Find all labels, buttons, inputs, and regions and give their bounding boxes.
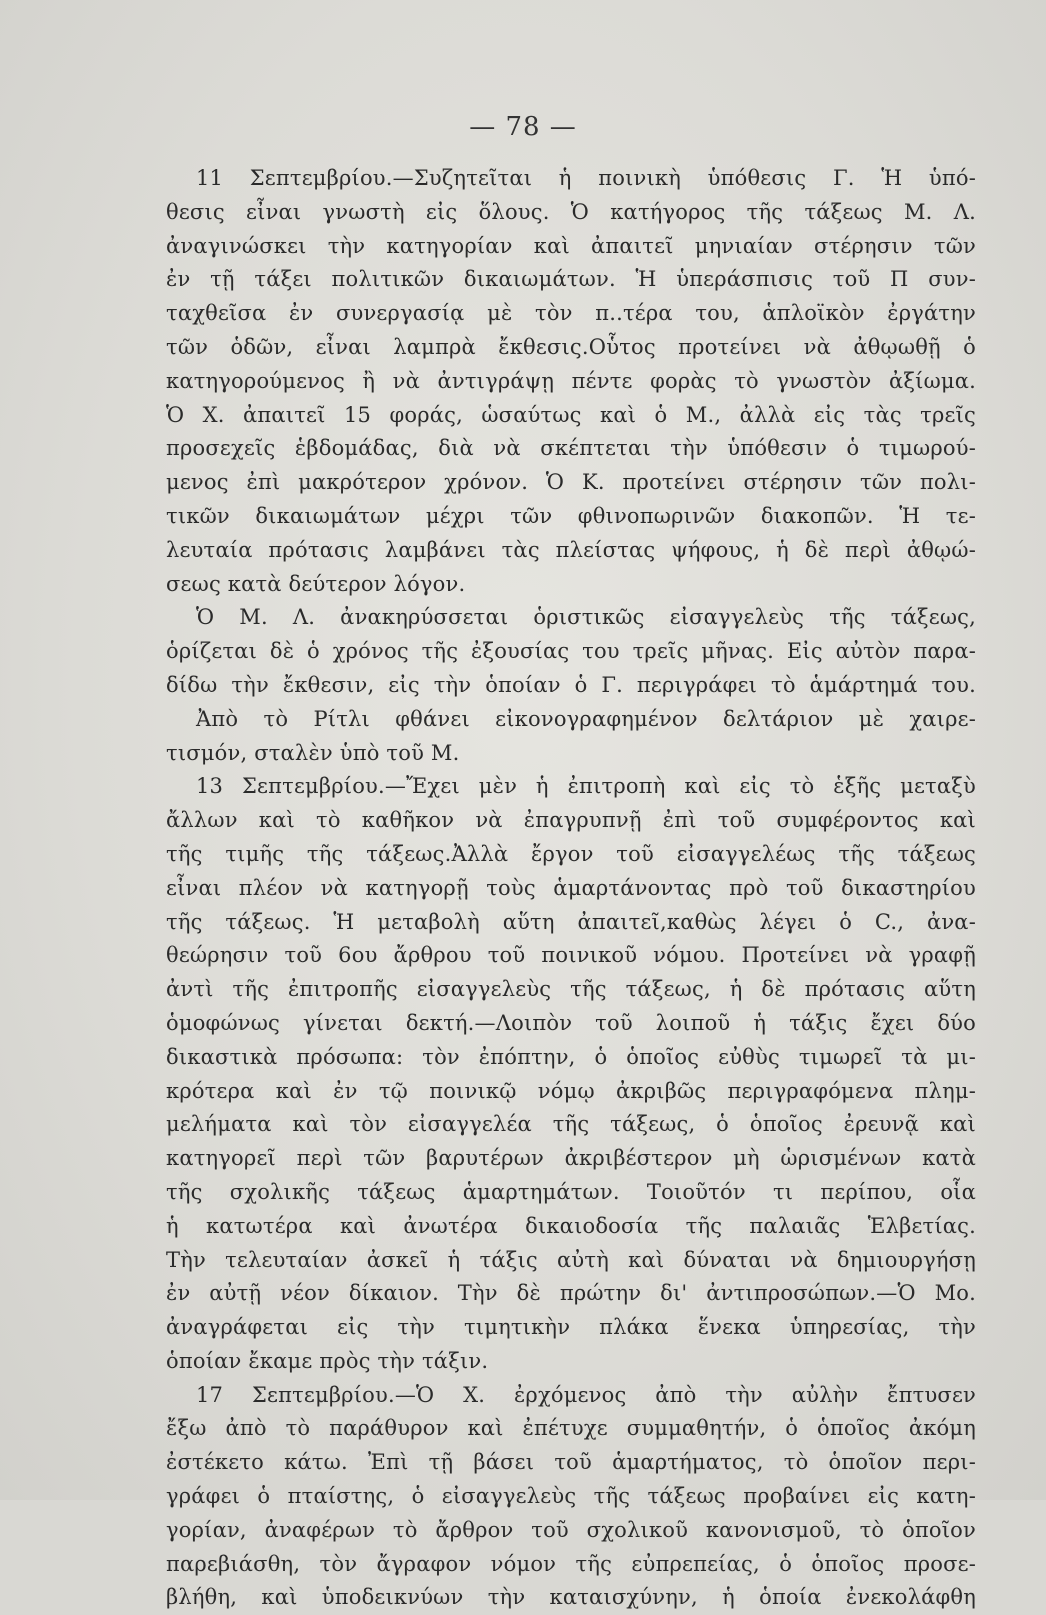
text-line: ὁρίζεται δὲ ὁ χρόνος τῆς ἐξουσίας του τρεῖς μῆνας. Εἰς αὐτὸν παρα-: [166, 639, 976, 664]
text-line: σεως κατὰ δεύτερον λόγον.: [166, 571, 466, 596]
text-line: θεώρησιν τοῦ 6ου ἄρθρου τοῦ ποινικοῦ νόμου. Προτείνει νὰ γραφῇ: [166, 943, 976, 968]
text-line: μενος ἐπὶ μακρότερον χρόνον. Ὁ Κ. προτείνει στέρησιν τῶν πολι-: [166, 470, 976, 495]
body-text: [166, 162, 976, 1615]
text-line: δικαστικὰ πρόσωπα: τὸν ἐπόπτην, ὁ ὁποῖος εὐθὺς τιμωρεῖ τὰ μι-: [166, 1044, 976, 1069]
text-line: ἄλλων καὶ τὸ καθῆκον νὰ ἐπαγρυπνῇ ἐπὶ τοῦ συμφέροντος καὶ: [166, 808, 976, 833]
text-line: τῶν ὁδῶν, εἶναι λαμπρὰ ἔκθεσις.Οὗτος προτείνει νὰ ἀθῳωθῇ ὁ: [166, 334, 976, 359]
text-line: Ἀπὸ τὸ Ρίτλι φθάνει εἰκονογραφημένον δελτάριον μὲ χαιρε-: [196, 706, 976, 731]
text-line: τῆς τιμῆς τῆς τάξεως.Ἀλλὰ ἔργον τοῦ εἰσαγγελέως τῆς τάξεως: [166, 841, 976, 866]
text-line: παρεβιάσθη, τὸν ἄγραφον νόμον τῆς εὐπρεπείας, ὁ ὁποῖος προσε-: [166, 1551, 976, 1576]
text-line: Ὁ Μ. Λ. ἀνακηρύσσεται ὁριστικῶς εἰσαγγελεὺς τῆς τάξεως,: [196, 605, 976, 630]
text-line: δίδω τὴν ἔκθεσιν, εἰς τὴν ὁποίαν ὁ Γ. περιγράφει τὸ ἁμάρτημά του.: [166, 672, 976, 697]
text-line: ἐν τῇ τάξει πολιτικῶν δικαιωμάτων. Ἡ ὑπεράσπισις τοῦ Π συν-: [166, 267, 976, 292]
text-line: ἀναγράφεται εἰς τὴν τιμητικὴν πλάκα ἕνεκα ὑπηρεσίας, τὴν: [166, 1315, 976, 1340]
text-line: Τὴν τελευταίαν ἀσκεῖ ἡ τάξις αὐτὴ καὶ δύναται νὰ δημιουργήσῃ: [166, 1247, 976, 1272]
text-line: ἀναγινώσκει τὴν κατηγορίαν καὶ ἀπαιτεῖ μηνιαίαν στέρησιν τῶν: [166, 233, 976, 258]
text-line: ἀντὶ τῆς ἐπιτροπῆς εἰσαγγελεὺς τῆς τάξεως, ἡ δὲ πρότασις αὕτη: [166, 977, 976, 1002]
text-line: βλήθη, καὶ ὑποδεικνύων τὴν καταισχύνην, ἡ ὁποία ἐνεκολάφθη: [166, 1585, 976, 1610]
text-line: τισμόν, σταλὲν ὑπὸ τοῦ Μ.: [166, 740, 460, 765]
text-line: γράφει ὁ πταίστης, ὁ εἰσαγγελεὺς τῆς τάξεως προβαίνει εἰς κατη-: [166, 1484, 976, 1509]
text-line: 17 Σεπτεμβρίου.—Ὁ Χ. ἐρχόμενος ἀπὸ τὴν αὐλὴν ἔπτυσεν: [196, 1382, 976, 1407]
text-line: γορίαν, ἀναφέρων τὸ ἄρθρον τοῦ σχολικοῦ κανονισμοῦ, τὸ ὁποῖον: [166, 1517, 976, 1542]
text-line: ὁμοφώνως γίνεται δεκτή.—Λοιπὸν τοῦ λοιποῦ ἡ τάξις ἔχει δύο: [166, 1010, 976, 1035]
text-line: ἐστέκετο κάτω. Ἐπὶ τῇ βάσει τοῦ ἁμαρτήματος, τὸ ὁποῖον περι-: [166, 1450, 976, 1475]
text-line: ὁποίαν ἔκαμε πρὸς τὴν τάξιν.: [166, 1348, 489, 1373]
text-line: κατηγορεῖ περὶ τῶν βαρυτέρων ἀκριβέστερον μὴ ὡρισμένων κατὰ: [166, 1146, 976, 1171]
text-line: εἶναι πλέον νὰ κατηγορῇ τοὺς ἁμαρτάνοντας πρὸ τοῦ δικαστηρίου: [166, 875, 976, 900]
text-line: τικῶν δικαιωμάτων μέχρι τῶν φθινοπωρινῶν διακοπῶν. Ἡ τε-: [166, 503, 976, 528]
text-line: ταχθεῖσα ἐν συνεργασίᾳ μὲ τὸν π..τέρα του, ἁπλοϊκὸν ἐργάτην: [166, 301, 976, 326]
text-line: μελήματα καὶ τὸν εἰσαγγελέα τῆς τάξεως, ὁ ὁποῖος ἐρευνᾷ καὶ: [166, 1112, 976, 1137]
text-line: ἔξω ἀπὸ τὸ παράθυρον καὶ ἐπέτυχε συμμαθητήν, ὁ ὁποῖος ἀκόμη: [166, 1416, 976, 1441]
text-line: λευταία πρότασις λαμβάνει τὰς πλείστας ψήφους, ἡ δὲ περὶ ἀθῳώ-: [166, 537, 976, 562]
page-number: — 78 —: [469, 112, 577, 142]
text-line: ἐν αὐτῇ νέον δίκαιον. Τὴν δὲ πρώτην δι' ἀντιπροσώπων.—Ὁ Μο.: [166, 1281, 976, 1306]
text-line: κρότερα καὶ ἐν τῷ ποινικῷ νόμῳ ἀκριβῶς περιγραφόμενα πλημ-: [166, 1078, 976, 1103]
text-line: τῆς τάξεως. Ἡ μεταβολὴ αὕτη ἀπαιτεῖ,καθὼς λέγει ὁ C., ἀνα-: [166, 909, 976, 934]
text-line: 11 Σεπτεμβρίου.—Συζητεῖται ἡ ποινικὴ ὑπόθεσις Γ. Ἡ ὑπό-: [196, 166, 976, 190]
text-line: κατηγορούμενος ἢ νὰ ἀντιγράψῃ πέντε φορὰς τὸ γνωστὸν ἀξίωμα.: [166, 368, 976, 393]
text-line: ἡ κατωτέρα καὶ ἀνωτέρα δικαιοδοσία τῆς παλαιᾶς Ἑλβετίας.: [166, 1213, 976, 1238]
text-line: τῆς σχολικῆς τάξεως ἁμαρτημάτων. Τοιοῦτόν τι περίπου, οἷα: [166, 1179, 976, 1204]
text-line: προσεχεῖς ἑβδομάδας, διὰ νὰ σκέπτεται τὴν ὑπόθεσιν ὁ τιμωρού-: [166, 436, 976, 461]
text-line: θεσις εἶναι γνωστὴ εἰς ὅλους. Ὁ κατήγορος τῆς τάξεως Μ. Λ.: [166, 199, 976, 224]
text-line: 13 Σεπτεμβρίου.—Ἔχει μὲν ἡ ἐπιτροπὴ καὶ εἰς τὸ ἑξῆς μεταξὺ: [196, 774, 976, 799]
text-line: Ὁ Χ. ἀπαιτεῖ 15 φοράς, ὡσαύτως καὶ ὁ Μ., ἀλλὰ εἰς τὰς τρεῖς: [166, 402, 976, 427]
